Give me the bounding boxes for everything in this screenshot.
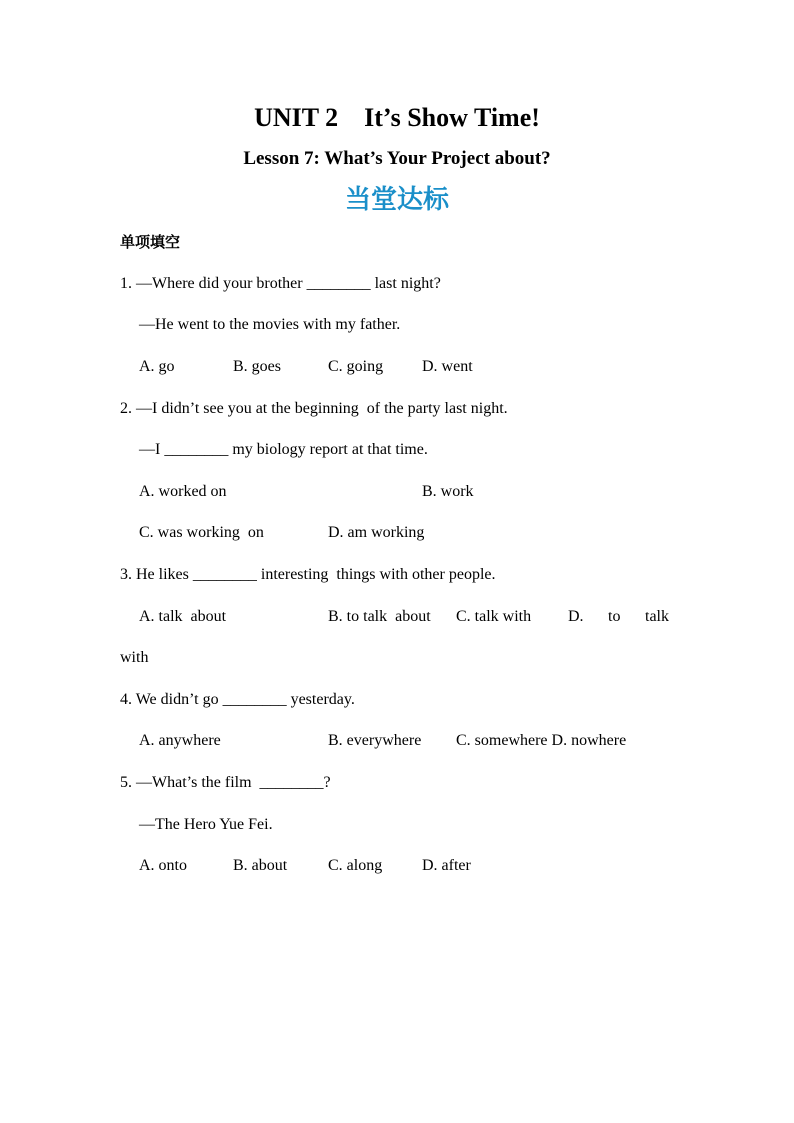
question-1-option-b: B. goes — [233, 358, 281, 375]
question-1-option-a: A. go — [139, 358, 175, 375]
question-2-response: —I ________ my biology report at that time. — [139, 441, 428, 458]
lesson-title: Lesson 7: What’s Your Project about? — [243, 148, 551, 169]
question-2-option-b: B. work — [422, 483, 474, 500]
question-3-option-d-word-2: talk — [645, 608, 669, 625]
question-3-option-b: B. to talk about — [328, 608, 431, 625]
question-5-option-d: D. after — [422, 857, 471, 874]
question-2-option-d: D. am working — [328, 524, 425, 541]
question-3-option-d-word-1: to — [608, 608, 621, 625]
question-5-option-c: C. along — [328, 857, 383, 874]
question-3-option-d-letter: D. — [568, 608, 584, 625]
question-1-stem: 1. —Where did your brother ________ last night? — [120, 275, 441, 292]
question-3-stem: 3. He likes ________ interesting things with other people. — [120, 566, 496, 583]
question-1-option-d: D. went — [422, 358, 473, 375]
question-1-option-c: C. going — [328, 358, 384, 375]
question-4-option-a: A. anywhere — [139, 732, 221, 749]
question-2-option-a: A. worked on — [139, 483, 227, 500]
question-2-option-c: C. was working on — [139, 524, 264, 541]
question-5-option-b: B. about — [233, 857, 288, 874]
question-5-option-a: A. onto — [139, 857, 187, 874]
question-4-stem: 4. We didn’t go ________ yesterday. — [120, 691, 355, 708]
unit-title: UNIT 2 It’s Show Time! — [254, 103, 540, 132]
question-5-stem: 5. —What’s the film ________? — [120, 774, 331, 791]
question-4-option-c-d: C. somewhere D. nowhere — [456, 732, 627, 749]
question-3-option-d-wrap: with — [120, 649, 149, 666]
question-2-stem: 2. —I didn’t see you at the beginning of the party last night. — [120, 400, 508, 417]
question-3-option-c: C. talk with — [456, 608, 532, 625]
question-3-option-a: A. talk about — [139, 608, 227, 625]
section-label: 单项填空 — [120, 233, 181, 251]
question-5-response: —The Hero Yue Fei. — [139, 816, 273, 833]
question-1-response: —He went to the movies with my father. — [139, 316, 401, 333]
practice-heading: 当堂达标 — [344, 185, 449, 215]
question-4-option-b: B. everywhere — [328, 732, 422, 749]
